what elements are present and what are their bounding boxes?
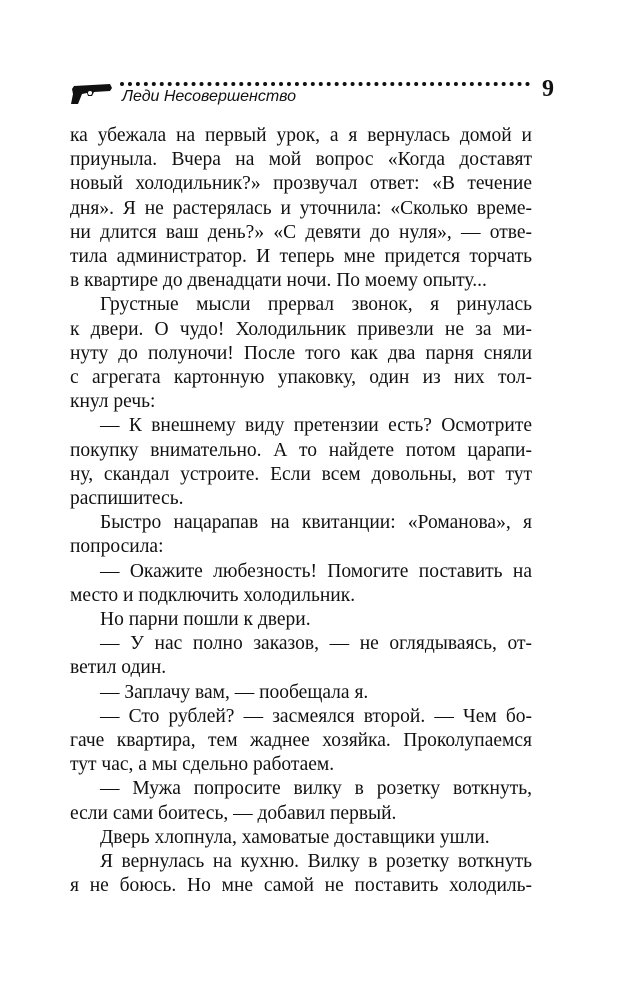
text-line: кнул речь: [70,391,156,413]
body-text [70,124,532,899]
running-header [70,74,570,114]
text-line: приуныла. Вчера на мой вопрос «Когда доставят [70,149,532,171]
text-line: место и подключить холодильник. [70,584,356,606]
text-line: новый холодильник?» прозвучал ответ: «В течение [70,173,532,195]
text-line: ну, скандал устроите. Если всем довольны, вот тут [70,463,532,485]
text-line: Но парни пошли к двери. [100,609,311,631]
text-line: — Сто рублей? — засмеялся второй. — Чем бо- [100,705,532,727]
text-line: если сами боитесь, — добавил первый. [70,802,397,824]
text-line: гаче квартира, тем жаднее хозяйка. Проколупаемся [70,730,532,752]
book-title: Леди Несовершенство [122,88,297,105]
text-line: — Окажите любезность! Помогите поставить на [100,560,532,582]
text-line: ветил один. [70,657,167,679]
text-line: дня». Я не растерялась и уточнила: «Сколько време- [70,197,532,219]
text-line: покупку внимательно. А то найдете потом царапи- [70,439,532,461]
text-line: Дверь хлопнула, хамоватые доставщики ушли. [100,826,490,848]
text-line: нуту до полуночи! После того как два парня сняли [70,342,532,364]
text-line: я не боюсь. Но мне самой не поставить холодиль- [70,875,532,897]
text-line: ни длится ваш день?» «С девяти до нуля», — отве- [70,221,532,243]
text-line: с агрегата картонную упаковку, один из них тол- [70,367,532,389]
text-line: ка убежала на первый урок, а я вернулась домой и [70,125,532,146]
text-line: Я вернулась на кухню. Вилку в розетку воткнуть [100,851,532,873]
page-number: 9 [542,76,554,102]
text-line: Грустные мысли прервал звонок, я ринулась [100,294,532,316]
text-line: — Заплачу вам, — пообещала я. [100,681,369,703]
text-line: в квартире до двенадцати ночи. По моему опыту... [70,270,487,292]
text-line: Быстро нацарапав на квитанции: «Романова», я [100,512,532,534]
text-line: распишитесь. [70,488,184,510]
text-line: — К внешнему виду претензии есть? Осмотрите [100,415,532,437]
text-line: тут час, а мы сдельно работаем. [70,754,335,776]
text-line: к двери. О чудо! Холодильник привезли не за ми- [70,318,532,340]
text-line: — Мужа попросите вилку в розетку воткнуть, [100,778,532,800]
header-dotted-rule [120,82,530,86]
text-line: — У нас полно заказов, — не оглядываясь, от- [100,633,532,655]
text-line: попросила: [70,536,164,558]
revolver-icon [70,80,114,106]
text-line: тила администратор. И теперь мне придется торчать [70,246,532,268]
